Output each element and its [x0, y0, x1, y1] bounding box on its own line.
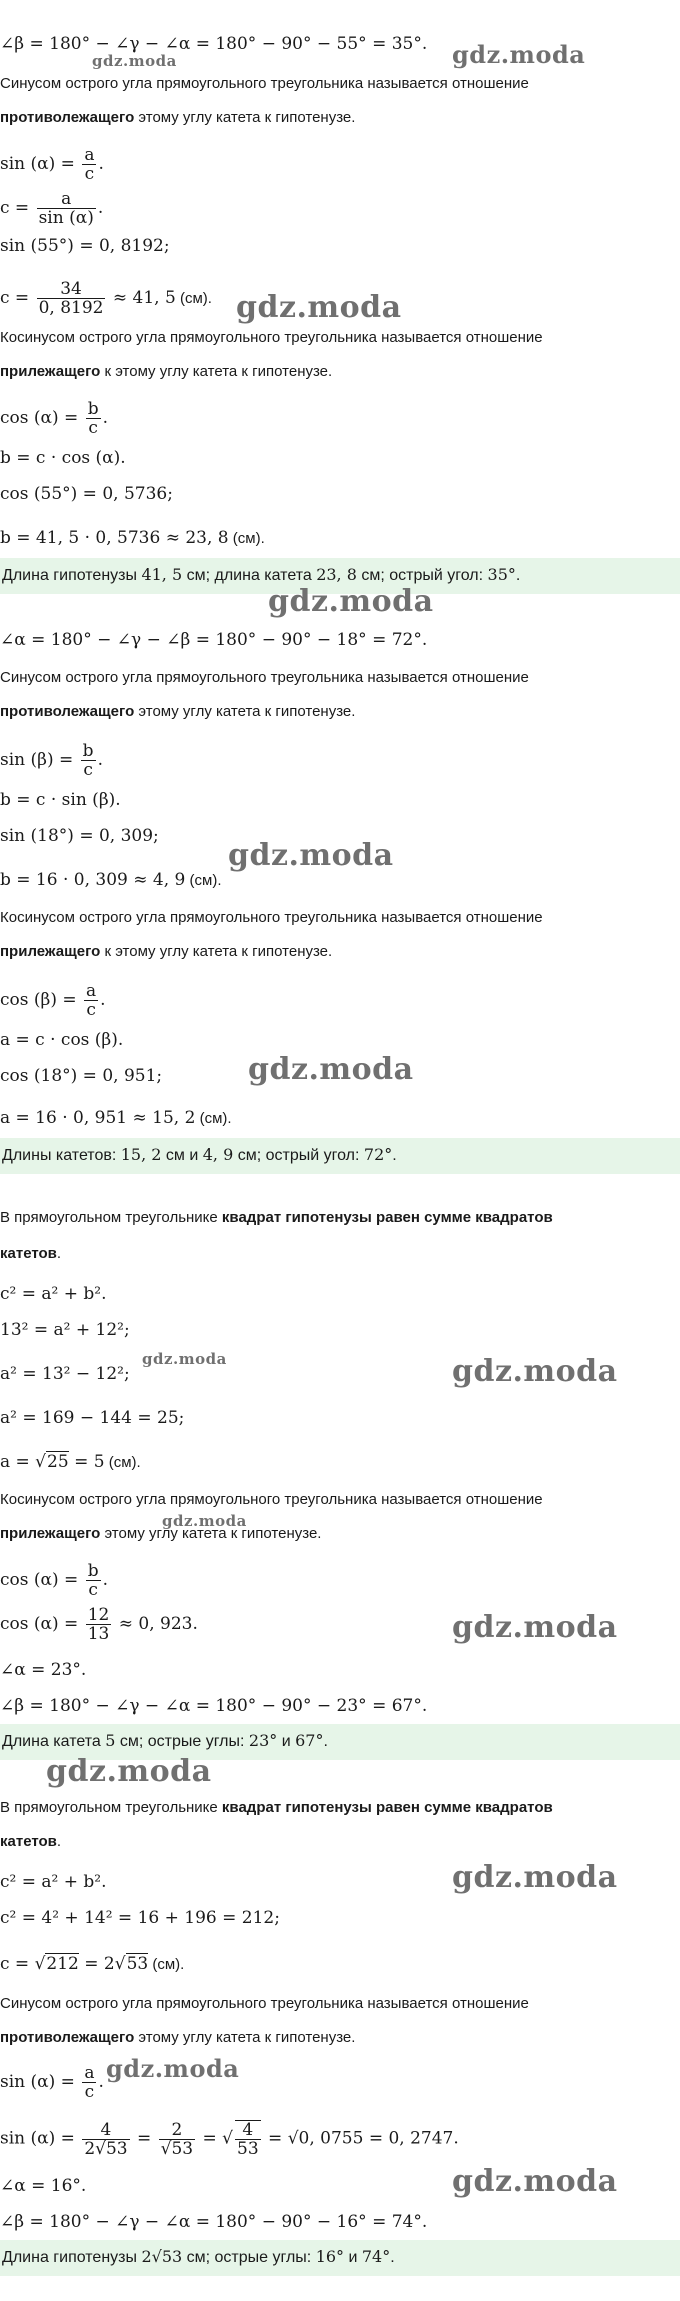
answer-value: 67° [295, 1731, 324, 1750]
lhs: sin (α) = [0, 2072, 75, 2092]
equation-b-value [0, 528, 265, 549]
expr: b = 41, 5 · 0, 5736 ≈ 23, 8 [0, 528, 229, 548]
unit: (см). [148, 1956, 185, 1973]
answer-text: см; длина катета [182, 567, 317, 584]
pythagoras-statement-cont [0, 1244, 61, 1264]
watermark: gdz.moda [248, 1052, 414, 1087]
fraction [235, 2120, 261, 2158]
denominator: c [84, 1000, 98, 1019]
equation-sin-alpha [0, 2064, 104, 2101]
numerator: b [87, 399, 99, 419]
definition-sine: Синусом острого угла прямоугольного треугольника называется отношение [0, 75, 529, 92]
bold-term: катетов [0, 1245, 57, 1262]
answer-text: . [392, 1147, 397, 1164]
answer-value: 15, 2 [120, 1145, 162, 1164]
equation-angle-beta: ∠β = 180° − ∠γ − ∠α = 180° − 90° − 55° = 35°. [0, 34, 428, 54]
bold-term: квадрат гипотенузы равен сумме квадратов [221, 1209, 553, 1226]
equation-cos-alpha [0, 1562, 108, 1599]
definition-cosine-cont [0, 362, 332, 382]
answer-text: . [323, 1733, 328, 1750]
lhs: cos (α) = [0, 1614, 79, 1634]
text-span: к этому углу катета к гипотенузе. [100, 363, 333, 380]
equation-a-value [0, 1452, 141, 1473]
text-span: . [56, 1833, 62, 1850]
text-span: этому углу катета к гипотенузе. [134, 2029, 356, 2046]
denominator: c [82, 2082, 96, 2101]
answer-value: 23° [248, 1731, 278, 1750]
bold-term: противолежащего [0, 109, 135, 126]
numerator: 4 [242, 2120, 254, 2140]
numerator: 34 [60, 279, 82, 299]
period: . [98, 2072, 104, 2092]
result: = 5 [68, 1452, 105, 1472]
middle: = 2√ [78, 1954, 126, 1974]
lhs: c = [0, 288, 30, 308]
lhs: sin (α) = [0, 2128, 75, 2149]
answer-value: 5 [105, 1731, 116, 1750]
answer-value: 74° [361, 2247, 391, 2266]
equals: = [137, 2128, 152, 2149]
answer-value: 4, 9 [202, 1145, 234, 1164]
numerator: a [84, 145, 95, 165]
equation-angle-beta: ∠β = 180° − ∠γ − ∠α = 180° − 90° − 16° = 74°. [0, 2212, 428, 2232]
unit: (см). [195, 1110, 232, 1127]
answer-text: Длины катетов: [2, 1147, 121, 1164]
pythagoras-statement [0, 1208, 553, 1228]
watermark: gdz.moda [452, 1860, 618, 1895]
unit: (см). [228, 530, 265, 547]
lhs: a = √ [0, 1452, 47, 1472]
answer-value: 16° [315, 2247, 345, 2266]
denominator: 0, 8192 [38, 298, 104, 318]
answer-text: см; острый угол: [233, 1147, 364, 1164]
definition-cosine: Косинусом острого угла прямоугольного треугольника называется отношение [0, 909, 543, 926]
equation-a-value [0, 1108, 232, 1129]
fraction [84, 982, 98, 1019]
equation-angle-beta: ∠β = 180° − ∠γ − ∠α = 180° − 90° − 23° = 67°. [0, 1696, 428, 1716]
equation-cos55: cos (55°) = 0, 5736; [0, 484, 173, 504]
fraction [86, 1606, 112, 1643]
answer-text: Длина гипотенузы [2, 567, 142, 584]
denominator: c [81, 760, 96, 779]
text-span: В прямоугольном треугольнике [0, 1799, 222, 1816]
equation-b: b = c · cos (α). [0, 448, 126, 468]
unit: (см). [104, 1454, 141, 1471]
denominator: √53 [160, 2138, 194, 2159]
fraction [37, 280, 106, 317]
answer-text: см; острые углы: [182, 2249, 316, 2266]
unit: (см). [185, 872, 222, 889]
fraction [86, 1562, 101, 1599]
equation-a: a = c · cos (β). [0, 1030, 124, 1050]
answer-value: 35° [487, 565, 516, 584]
equation-b: b = c · sin (β). [0, 790, 121, 810]
text-span: этому углу катета к гипотенузе. [134, 703, 356, 720]
text-span: этому углу катета к гипотенузе. [134, 109, 356, 126]
answer-text: Длина катета [2, 1733, 106, 1750]
equation-b-value [0, 870, 221, 891]
answer-value: 72° [363, 1145, 393, 1164]
answer-box [0, 1138, 680, 1174]
equation-13: 13² = a² + 12²; [0, 1320, 130, 1340]
bold-term: прилежащего [0, 1525, 101, 1542]
numerator: a [86, 981, 97, 1001]
bold-term: противолежащего [0, 703, 135, 720]
lhs: sin (α) = [0, 154, 75, 174]
fraction [86, 400, 101, 437]
watermark: gdz.moda [92, 52, 177, 70]
pythagoras-statement [0, 1798, 553, 1818]
answer-text: см; острые углы: [115, 1733, 249, 1750]
lhs: cos (β) = [0, 990, 77, 1010]
lhs: c = [0, 198, 30, 218]
equation-a-squared-value: a² = 169 − 144 = 25; [0, 1408, 185, 1428]
answer-value: 41, 5 [141, 565, 183, 584]
equation-a-squared: a² = 13² − 12²; [0, 1364, 130, 1384]
definition-cosine: Косинусом острого угла прямоугольного треугольника называется отношение [0, 329, 543, 346]
watermark: gdz.moda [452, 1354, 618, 1389]
numerator: 2 [171, 2119, 183, 2140]
numerator: a [84, 2063, 95, 2083]
answer-text: Длина гипотенузы [2, 2249, 142, 2266]
denominator: sin (α) [38, 208, 94, 228]
equation-sin-alpha [0, 146, 104, 183]
bold-term: противолежащего [0, 2029, 135, 2046]
answer-box [0, 2240, 680, 2276]
bold-term: прилежащего [0, 943, 101, 960]
equation-c-value [0, 280, 212, 317]
period: . [98, 154, 104, 174]
numerator: 4 [100, 2119, 112, 2140]
numerator: b [82, 741, 94, 761]
lhs: cos (α) = [0, 1570, 79, 1590]
watermark: gdz.moda [106, 2054, 240, 2083]
approx: ≈ 0, 923. [118, 1614, 198, 1634]
lhs: cos (α) = [0, 408, 79, 428]
answer-text: и [277, 1733, 296, 1750]
text-span: В прямоугольном треугольнике [0, 1209, 222, 1226]
bold-term: прилежащего [0, 363, 101, 380]
equals-sqrt: = √ [202, 2128, 234, 2149]
unit: (см). [175, 290, 212, 307]
expr: b = 16 · 0, 309 ≈ 4, 9 [0, 870, 186, 890]
numerator: b [87, 1561, 99, 1581]
equation-sin-beta [0, 742, 103, 779]
definition-cosine-cont [0, 1524, 321, 1544]
denominator: 2√53 [84, 2138, 128, 2159]
watermark: gdz.moda [268, 584, 434, 619]
bold-term: квадрат гипотенузы равен сумме квадратов [221, 1799, 553, 1816]
period: . [97, 198, 104, 218]
answer-text: . [515, 567, 521, 584]
denominator: 53 [237, 2139, 259, 2159]
fraction [159, 2121, 195, 2158]
definition-sine-cont [0, 108, 355, 128]
fraction [82, 2064, 96, 2101]
lhs: c = √ [0, 1954, 46, 1974]
equation-c [0, 190, 103, 227]
radicand: 25 [47, 1452, 69, 1472]
answer-text: . [390, 2249, 395, 2266]
definition-cosine: Косинусом острого угла прямоугольного треугольника называется отношение [0, 1491, 543, 1508]
lhs: sin (β) = [0, 750, 74, 770]
tail: = √0, 0755 = 0, 2747. [262, 2128, 459, 2149]
period: . [102, 408, 108, 428]
period: . [100, 990, 106, 1010]
equation-sin55: sin (55°) = 0, 8192; [0, 236, 170, 256]
equation-c-value [0, 1954, 184, 1975]
equation-sin18: sin (18°) = 0, 309; [0, 826, 159, 846]
equation-cos-alpha-value [0, 1606, 198, 1643]
watermark: gdz.moda [452, 2164, 618, 2199]
answer-value: 2√53 [141, 2247, 183, 2266]
equation-sin-alpha-value [0, 2120, 459, 2158]
equation-pythagoras: c² = a² + b². [0, 1284, 107, 1304]
equation-angle-alpha: ∠α = 16°. [0, 2176, 87, 2196]
definition-sine: Синусом острого угла прямоугольного треугольника называется отношение [0, 1995, 529, 2012]
bold-term: катетов [0, 1833, 57, 1850]
watermark: gdz.moda [452, 40, 586, 69]
equation-pythagoras: c² = a² + b². [0, 1872, 107, 1892]
approx: ≈ 41, 5 [112, 288, 176, 308]
radicand: 53 [126, 1954, 149, 1974]
equation-c-squared: c² = 4² + 14² = 16 + 196 = 212; [0, 1908, 280, 1928]
definition-sine-cont [0, 2028, 355, 2048]
fraction [37, 190, 96, 227]
denominator: 13 [87, 1624, 110, 1644]
answer-value: 23, 8 [316, 565, 357, 584]
radicand: 212 [46, 1954, 79, 1974]
text-span: . [56, 1245, 62, 1262]
text-span: этому углу катета к гипотенузе. [100, 1525, 322, 1542]
pythagoras-statement-cont [0, 1832, 61, 1852]
denominator: c [86, 1580, 101, 1599]
answer-text: и [344, 2249, 362, 2266]
period: . [97, 750, 103, 770]
watermark: gdz.moda [142, 1350, 227, 1368]
equation-angle-alpha: ∠α = 180° − ∠γ − ∠β = 180° − 90° − 18° = 72°. [0, 630, 428, 650]
period: . [102, 1570, 108, 1590]
watermark: gdz.moda [452, 1610, 618, 1645]
numerator: 12 [87, 1605, 110, 1625]
definition-sine-cont [0, 702, 355, 722]
text-span: к этому углу катета к гипотенузе. [100, 943, 333, 960]
watermark: gdz.moda [228, 838, 394, 873]
fraction [82, 146, 96, 183]
expr: a = 16 · 0, 951 ≈ 15, 2 [0, 1108, 196, 1128]
equation-cos18: cos (18°) = 0, 951; [0, 1066, 163, 1086]
answer-text: см и [161, 1147, 203, 1164]
equation-cos-alpha [0, 400, 108, 437]
watermark: gdz.moda [46, 1754, 212, 1789]
equation-cos-beta [0, 982, 106, 1019]
denominator: c [86, 418, 101, 437]
definition-cosine-cont [0, 942, 332, 962]
denominator: c [82, 164, 96, 183]
answer-text: см; острый угол: [356, 567, 488, 584]
numerator: a [61, 189, 72, 209]
watermark: gdz.moda [236, 290, 402, 325]
fraction [81, 742, 96, 779]
equation-angle-alpha: ∠α = 23°. [0, 1660, 87, 1680]
fraction [82, 2121, 129, 2158]
definition-sine: Синусом острого угла прямоугольного треугольника называется отношение [0, 669, 529, 686]
watermark: gdz.moda [162, 1512, 247, 1530]
